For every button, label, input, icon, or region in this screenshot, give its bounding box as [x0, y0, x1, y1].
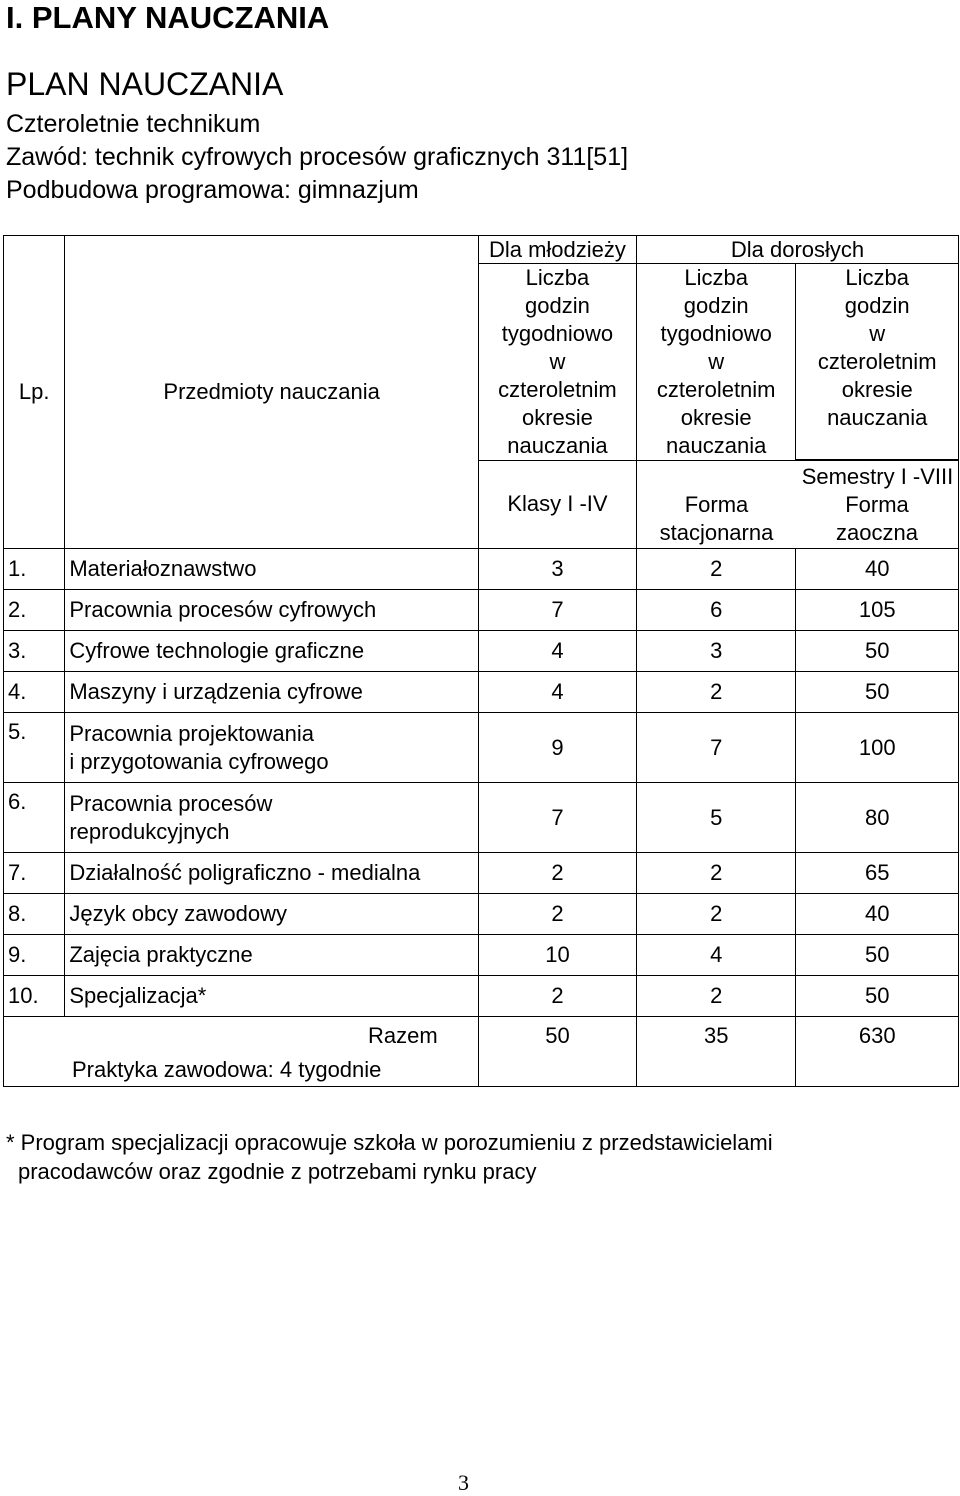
- plan-title: PLAN NAUCZANIA: [6, 66, 284, 102]
- extramural-header: Forma: [845, 491, 909, 517]
- section-title: I. PLANY NAUCZANIA: [6, 0, 330, 35]
- youth-hours-header: Liczba godzin tygodniowo w czteroletnim okresie nauczania: [478, 264, 636, 461]
- table-row: 7. Działalność poligraficzno - medialna 2 2 65: [4, 853, 959, 894]
- adult-stationary-hours-header: Liczba godzin tygodniowo w czteroletnim okresie nauczania: [636, 264, 795, 461]
- stationary-header: Forma: [684, 491, 749, 517]
- table-row: 6. Pracownia procesów reprodukcyjnych 7 5 80: [4, 783, 959, 853]
- curriculum-table: [3, 235, 959, 1087]
- lp-header: Lp.: [4, 236, 65, 549]
- table-row: 1. Materiałoznawstwo 3 2 40: [4, 549, 959, 590]
- adults-header: Dla dorosłych: [636, 236, 958, 264]
- subjects-header: Przedmioty nauczania: [65, 236, 479, 549]
- profession: Zawód: technik cyfrowych procesów graficznych 311[51]: [6, 143, 629, 171]
- table-row: 9. Zajęcia praktyczne 10 4 50: [4, 935, 959, 976]
- youth-header: Dla młodzieży: [478, 236, 636, 264]
- table-row: 3. Cyfrowe technologie graficzne 4 3 50: [4, 631, 959, 672]
- practice-note: Praktyka zawodowa: 4 tygodnie: [72, 1057, 382, 1082]
- table-row: 10. Specjalizacja* 2 2 50: [4, 976, 959, 1017]
- footnote-line-2: pracodawców oraz zgodnie z potrzebami rynku pracy: [18, 1159, 537, 1184]
- classes-header: Klasy I -IV: [478, 461, 636, 549]
- footnote-line-1: * Program specjalizacji opracowuje szkoła w porozumieniu z przedstawicielami: [6, 1130, 773, 1155]
- table-row: 5. Pracownia projektowania i przygotowania cyfrowego 9 7 100: [4, 713, 959, 783]
- table-row: 2. Pracownia procesów cyfrowych 7 6 105: [4, 590, 959, 631]
- total-label: Razem: [368, 1023, 438, 1048]
- table-row: 4. Maszyny i urządzenia cyfrowe 4 2 50: [4, 672, 959, 713]
- page-number: 3: [458, 1470, 469, 1495]
- table-row: 8. Język obcy zawodowy 2 2 40: [4, 894, 959, 935]
- adult-extramural-hours-header: Liczba godzin w czteroletnim okresie nauczania: [796, 264, 959, 460]
- semesters-header: Semestry I -VIII Forma stacjonarna Forma zaoczna: [636, 461, 958, 549]
- school-type: Czteroletnie technikum: [6, 110, 261, 138]
- program-base: Podbudowa programowa: gimnazjum: [6, 176, 419, 204]
- total-row: Razem Praktyka zawodowa: 4 tygodnie 50 35 630: [4, 1017, 959, 1087]
